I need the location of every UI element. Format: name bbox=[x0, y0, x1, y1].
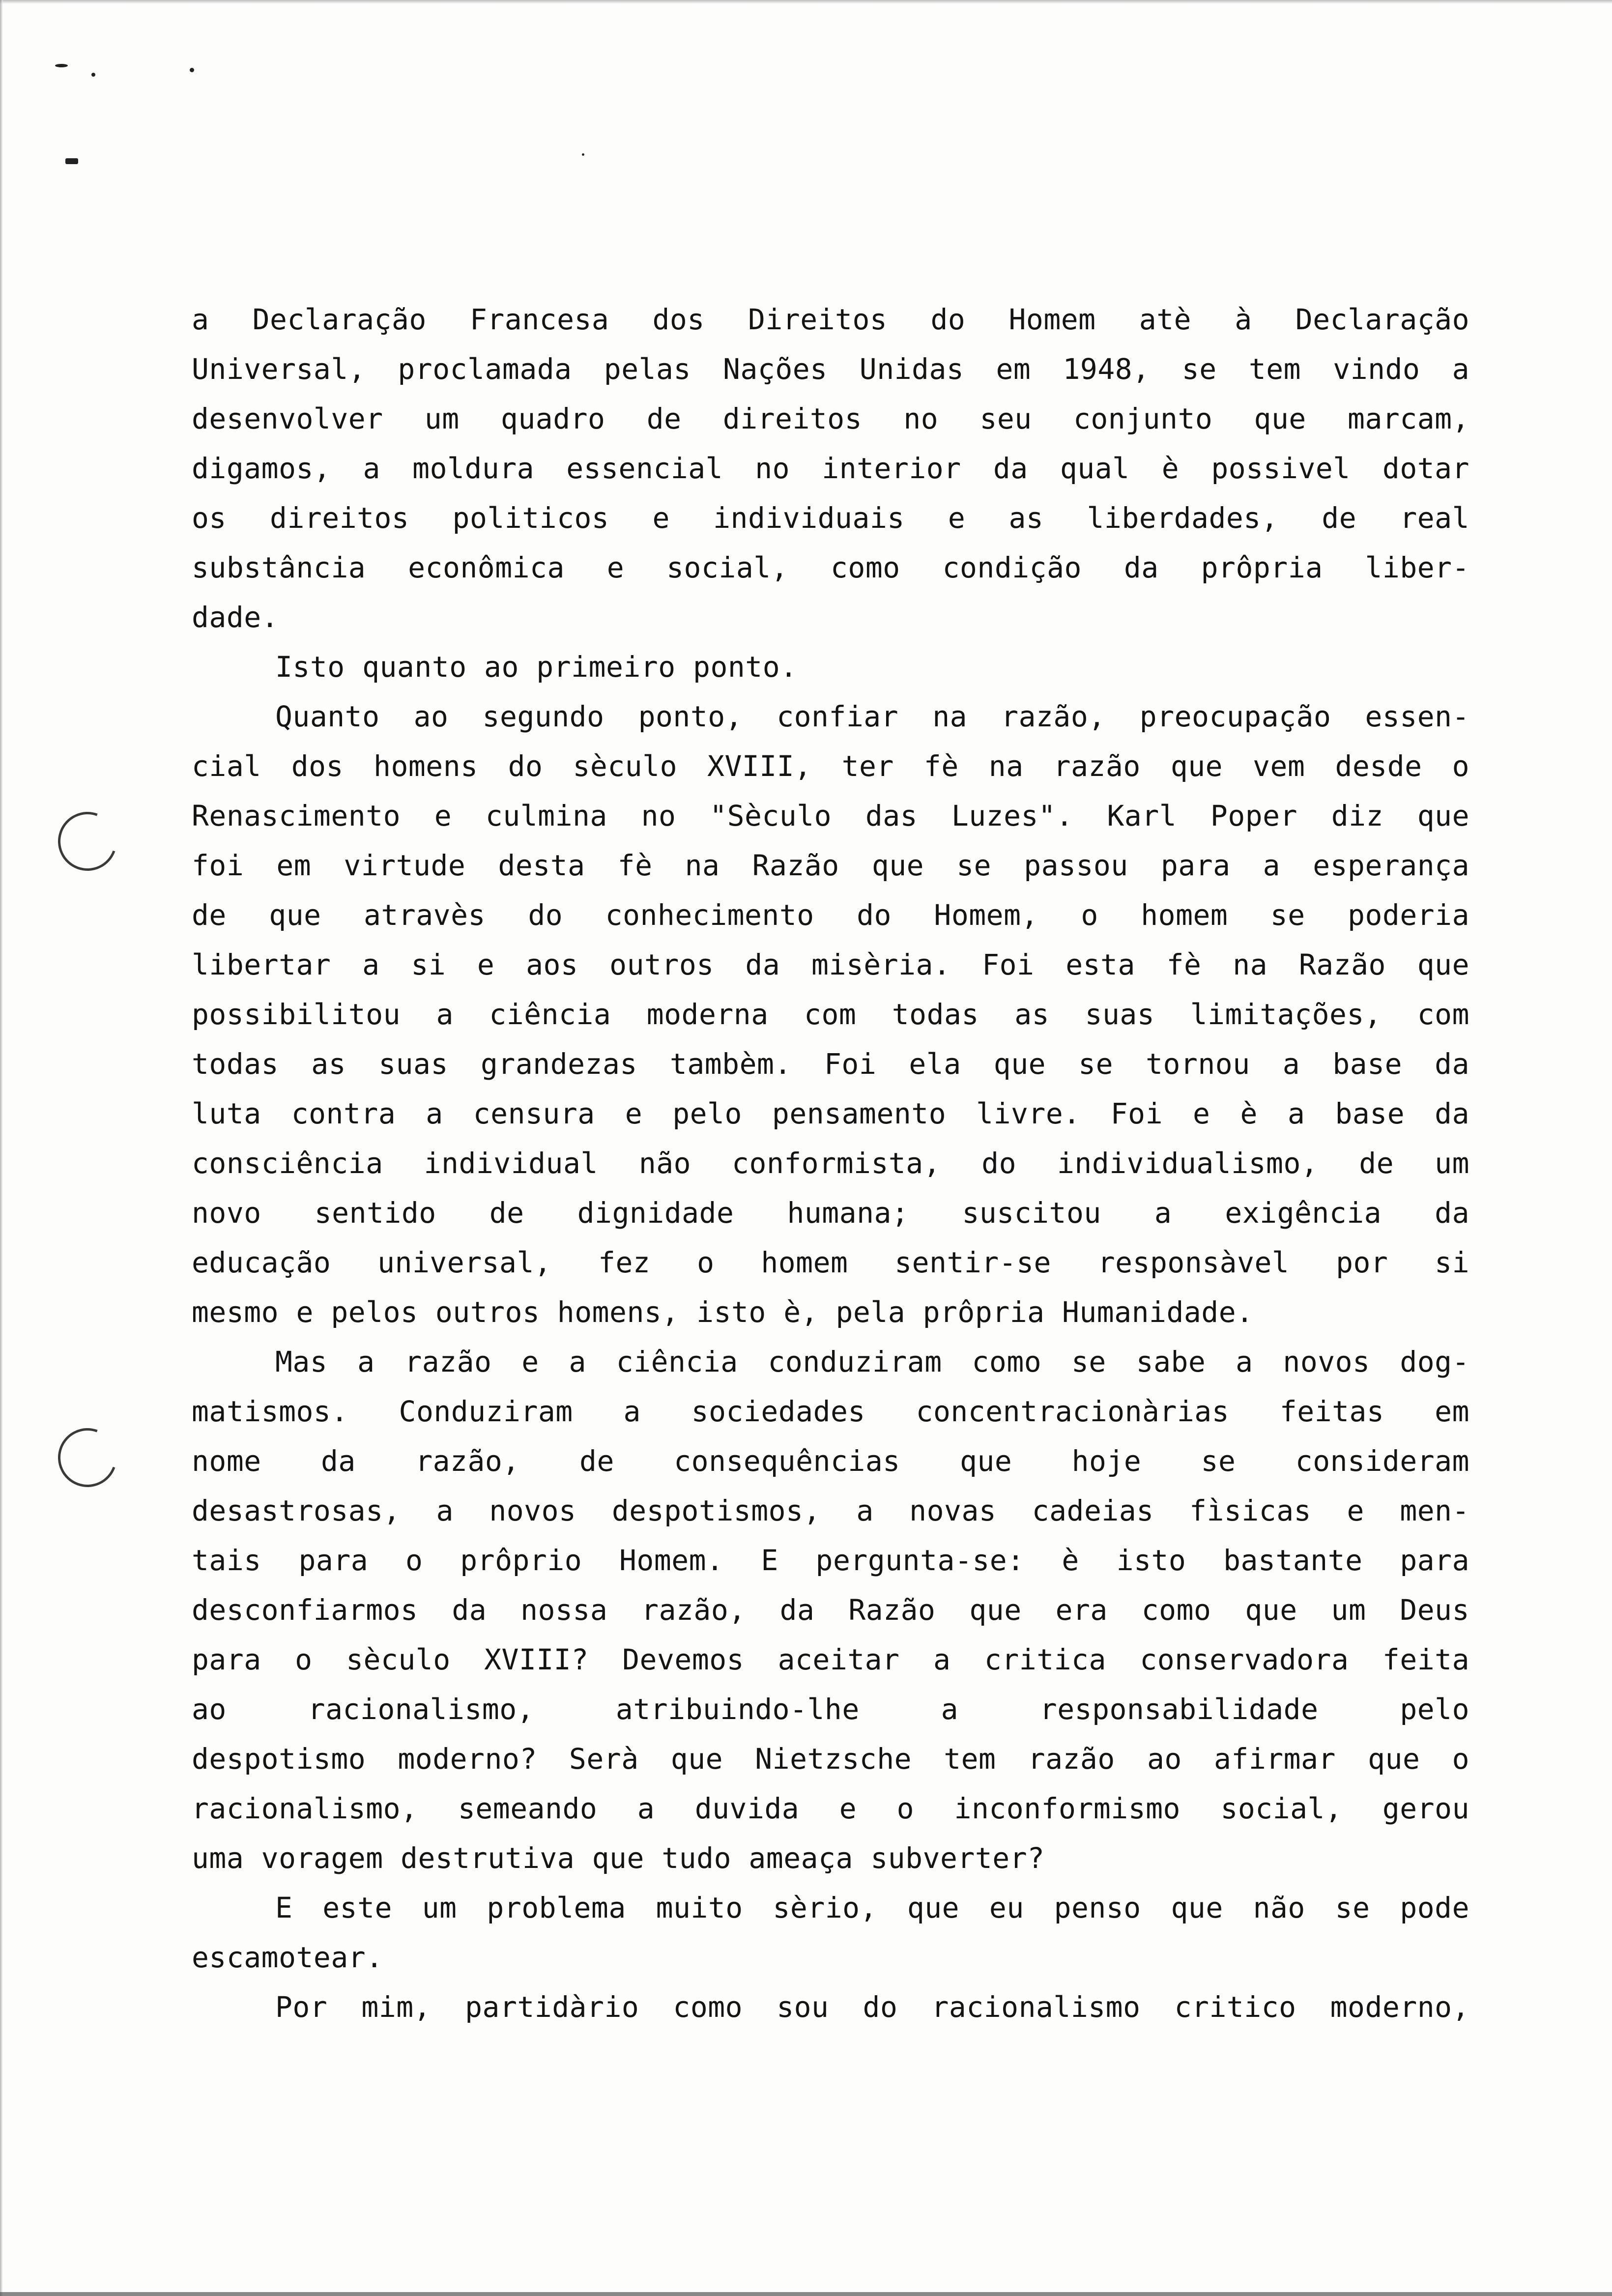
document-body bbox=[192, 295, 1469, 2032]
text-line: libertar a si e aos outros da misèria. Foi esta fè na Razão que bbox=[192, 948, 1469, 981]
text-line: escamotear. bbox=[192, 1941, 383, 1974]
scan-speck bbox=[91, 73, 95, 77]
text-line: Mas a razão e a ciência conduziram como se sabe a novos dog- bbox=[275, 1345, 1469, 1378]
text-line: E este um problema muito sèrio, que eu penso que não se pode bbox=[275, 1891, 1469, 1924]
text-line: Renascimento e culmina no "Sèculo das Luzes". Karl Poper diz que bbox=[192, 799, 1469, 832]
text-line: Universal, proclamada pelas Nações Unidas em 1948, se tem vindo a bbox=[192, 352, 1469, 386]
text-line: possibilitou a ciência moderna com todas as suas limitações, com bbox=[192, 998, 1469, 1031]
text-line: consciência individual não conformista, do individualismo, de um bbox=[192, 1147, 1469, 1180]
text-line: novo sentido de dignidade humana; suscitou a exigência da bbox=[192, 1196, 1469, 1230]
punch-hole-mark bbox=[48, 1418, 126, 1496]
scan-edge-bottom bbox=[0, 2292, 1612, 2296]
punch-hole-mark bbox=[48, 802, 126, 880]
text-line: de que atravès do conhecimento do Homem, o homem se poderia bbox=[192, 898, 1469, 932]
text-line: dade. bbox=[192, 601, 279, 634]
scan-speck bbox=[190, 68, 194, 72]
text-line: os direitos politicos e individuais e as liberdades, de real bbox=[192, 501, 1469, 535]
text-line: para o sèculo XVIII? Devemos aceitar a critica conservadora feita bbox=[192, 1643, 1469, 1676]
text-line: desastrosas, a novos despotismos, a novas cadeias fìsicas e men- bbox=[192, 1494, 1469, 1527]
text-line: desconfiarmos da nossa razão, da Razão que era como que um Deus bbox=[192, 1593, 1469, 1627]
scan-speck bbox=[582, 153, 584, 156]
text-line: ao racionalismo, atribuindo-lhe a responsabilidade pelo bbox=[192, 1693, 1469, 1726]
text-line: nome da razão, de consequências que hoje se consideram bbox=[192, 1444, 1469, 1478]
scan-edge-top bbox=[0, 0, 1612, 4]
text-line: todas as suas grandezas tambèm. Foi ela que se tornou a base da bbox=[192, 1047, 1469, 1081]
text-line: substância econômica e social, como condição da prôpria liber- bbox=[192, 551, 1469, 584]
text-line: mesmo e pelos outros homens, isto è, pela prôpria Humanidade. bbox=[192, 1295, 1254, 1329]
text-line: tais para o prôprio Homem. E pergunta-se: è isto bastante para bbox=[192, 1544, 1469, 1577]
text-line: luta contra a censura e pelo pensamento livre. Foi e è a base da bbox=[192, 1097, 1469, 1130]
text-line: digamos, a moldura essencial no interior da qual è possivel dotar bbox=[192, 452, 1469, 485]
text-line: educação universal, fez o homem sentir-se responsàvel por si bbox=[192, 1246, 1469, 1279]
text-line: racionalismo, semeando a duvida e o inconformismo social, gerou bbox=[192, 1792, 1469, 1825]
text-line: a Declaração Francesa dos Direitos do Homem atè à Declaração bbox=[192, 303, 1469, 336]
text-line: despotismo moderno? Serà que Nietzsche tem razão ao afirmar que o bbox=[192, 1742, 1469, 1776]
text-line: Quanto ao segundo ponto, confiar na razão, preocupação essen- bbox=[275, 700, 1469, 733]
text-line: foi em virtude desta fè na Razão que se passou para a esperança bbox=[192, 849, 1469, 882]
text-line: Por mim, partidàrio como sou do racionalismo critico moderno, bbox=[275, 1990, 1469, 2024]
text-line: Isto quanto ao primeiro ponto. bbox=[275, 650, 798, 684]
text-line: matismos. Conduziram a sociedades concentracionàrias feitas em bbox=[192, 1395, 1469, 1428]
scan-speck bbox=[65, 158, 78, 164]
text-line: cial dos homens do sèculo XVIII, ter fè na razão que vem desde o bbox=[192, 749, 1469, 783]
scan-edge-left bbox=[0, 0, 3, 2296]
scan-speck bbox=[55, 64, 68, 67]
text-line: desenvolver um quadro de direitos no seu conjunto que marcam, bbox=[192, 402, 1469, 435]
text-line: uma voragem destrutiva que tudo ameaça subverter? bbox=[192, 1841, 1045, 1875]
